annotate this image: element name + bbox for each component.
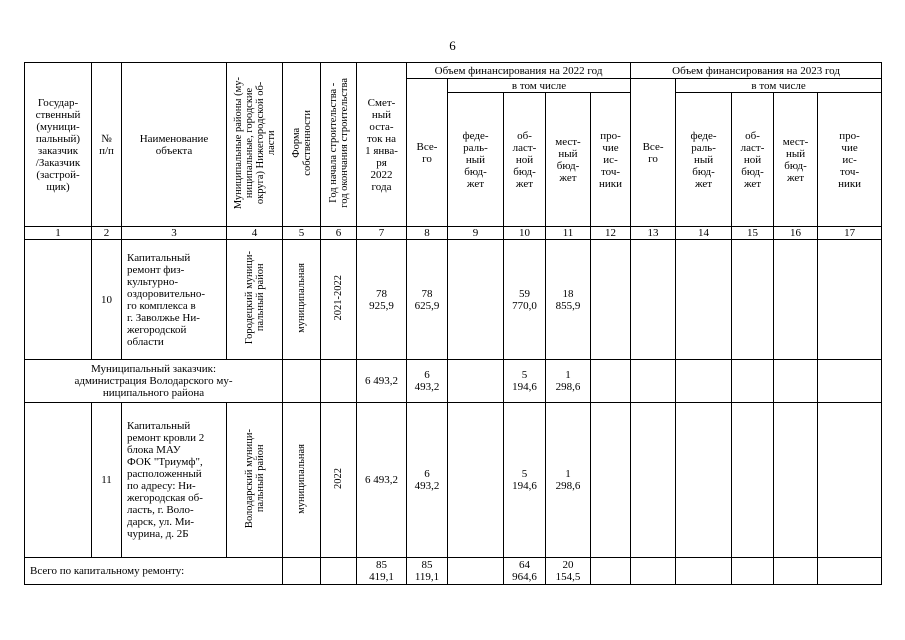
header-including-2022: в том числе (448, 79, 631, 93)
column-number: 17 (818, 227, 882, 240)
estimate-balance: 85 419,1 (357, 558, 407, 585)
column-number: 15 (732, 227, 774, 240)
other-2023 (818, 403, 882, 558)
header-districts-cell (227, 63, 283, 227)
regional-2023 (732, 360, 774, 403)
ownership-type: муниципальная (296, 263, 307, 333)
regional-2022: 64 964,6 (504, 558, 546, 585)
federal-2022 (448, 403, 504, 558)
header-regional-2023: об- ласт- ной бюд- жет (732, 93, 774, 227)
header-including-2023: в том числе (676, 79, 882, 93)
column-number: 10 (504, 227, 546, 240)
header-estimate-balance: Смет- ный оста- ток на 1 янва- ря 2022 года (357, 63, 407, 227)
local-2022: 1 298,6 (546, 403, 591, 558)
federal-2022 (448, 240, 504, 360)
local-2022: 20 154,5 (546, 558, 591, 585)
object-name: Капитальный ремонт физ- культурно- оздоровительно- го комплекса в г. Заволжье Ни- жегородской области (122, 240, 227, 360)
ownership-cell (283, 403, 321, 558)
total-capital-repair-label: Всего по капитальному ремонту: (25, 558, 283, 585)
federal-2023 (676, 360, 732, 403)
header-regional-2022: об- ласт- ной бюд- жет (504, 93, 546, 227)
other-2022 (591, 403, 631, 558)
header-customer: Государ- ственный (муници- пальный) заказчик /Заказчик (застрой- щик) (25, 63, 92, 227)
total-2022: 85 119,1 (407, 558, 448, 585)
ownership-cell (283, 558, 321, 585)
header-object-name: Наименование объекта (122, 63, 227, 227)
construction-years: 2022 (333, 468, 344, 489)
column-number: 9 (448, 227, 504, 240)
district-name: Володарский муници- пальный район (243, 428, 266, 529)
header-number: № п/п (92, 63, 122, 227)
total-2022: 78 625,9 (407, 240, 448, 360)
local-2023 (774, 360, 818, 403)
years-cell (321, 558, 357, 585)
header-years: Год начала строительства - год окончания строительства (327, 78, 350, 208)
federal-2022 (448, 360, 504, 403)
header-ownership-cell (283, 63, 321, 227)
column-number: 11 (546, 227, 591, 240)
header-federal-2023: феде- раль- ный бюд- жет (676, 93, 732, 227)
column-number: 12 (591, 227, 631, 240)
district-name: Городецкий муници- пальный район (243, 251, 266, 345)
table-row (25, 240, 882, 360)
other-2023 (818, 240, 882, 360)
column-number: 4 (227, 227, 283, 240)
header-total-2023: Все- го (631, 79, 676, 227)
header-local-2023: мест- ный бюд- жет (774, 93, 818, 227)
ownership-type: муниципальная (296, 443, 307, 514)
column-number: 2 (92, 227, 122, 240)
ownership-cell (283, 360, 321, 403)
years-cell (321, 403, 357, 558)
estimate-balance: 6 493,2 (357, 360, 407, 403)
federal-2023 (676, 240, 732, 360)
header-other-2023: про- чие ис- точ- ники (818, 93, 882, 227)
column-number-row (25, 227, 882, 240)
other-2022 (591, 240, 631, 360)
column-number: 1 (25, 227, 92, 240)
federal-2023 (676, 403, 732, 558)
header-total-2022: Все- го (407, 79, 448, 227)
total-2023 (631, 360, 676, 403)
local-2022: 1 298,6 (546, 360, 591, 403)
other-2022 (591, 558, 631, 585)
other-2023 (818, 558, 882, 585)
column-number: 3 (122, 227, 227, 240)
total-2023 (631, 240, 676, 360)
years-cell (321, 240, 357, 360)
total-2022: 6 493,2 (407, 360, 448, 403)
header-fin-2023: Объем финансирования на 2023 год (631, 63, 882, 79)
federal-2023 (676, 558, 732, 585)
object-name: Капитальный ремонт кровли 2 блока МАУ ФОК "Триумф", расположенный по адресу: Ни- жегородская об- ласть, г. Воло- дарск, ул. Ми- чурина, д. 2Б (122, 403, 227, 558)
header-federal-2022: феде- раль- ный бюд- жет (448, 93, 504, 227)
regional-2022: 5 194,6 (504, 403, 546, 558)
column-number: 16 (774, 227, 818, 240)
federal-2022 (448, 558, 504, 585)
estimate-balance: 78 925,9 (357, 240, 407, 360)
total-2023 (631, 558, 676, 585)
column-number: 8 (407, 227, 448, 240)
row-number: 11 (92, 403, 122, 558)
table-row (25, 558, 882, 585)
column-number: 14 (676, 227, 732, 240)
total-2022: 6 493,2 (407, 403, 448, 558)
header-ownership: Форма собственности (290, 110, 313, 176)
district-cell (227, 240, 283, 360)
header-local-2022: мест- ный бюд- жет (546, 93, 591, 227)
page-number: 6 (449, 38, 456, 53)
estimate-balance: 6 493,2 (357, 403, 407, 558)
column-number: 6 (321, 227, 357, 240)
regional-2023 (732, 558, 774, 585)
column-number: 13 (631, 227, 676, 240)
header-districts: Муниципальные районы (му- ниципальные, городские округа) Нижегородской об- ласти (232, 76, 277, 210)
capital-repair-table (24, 62, 882, 585)
local-2022: 18 855,9 (546, 240, 591, 360)
regional-2023 (732, 240, 774, 360)
regional-2022: 59 770,0 (504, 240, 546, 360)
total-2023 (631, 403, 676, 558)
local-2023 (774, 558, 818, 585)
column-number: 7 (357, 227, 407, 240)
regional-2022: 5 194,6 (504, 360, 546, 403)
row-number: 10 (92, 240, 122, 360)
header-other-2022: про- чие ис- точ- ники (591, 93, 631, 227)
other-2023 (818, 360, 882, 403)
table-row (25, 403, 882, 558)
header-years-cell (321, 63, 357, 227)
table-row (25, 360, 882, 403)
regional-2023 (732, 403, 774, 558)
column-number: 5 (283, 227, 321, 240)
customer-cell (25, 403, 92, 558)
ownership-cell (283, 240, 321, 360)
customer-cell (25, 240, 92, 360)
header-fin-2022: Объем финансирования на 2022 год (407, 63, 631, 79)
municipal-customer-label: Муниципальный заказчик: администрация Володарского му- ниципального района (25, 360, 283, 403)
local-2023 (774, 403, 818, 558)
years-cell (321, 360, 357, 403)
local-2023 (774, 240, 818, 360)
other-2022 (591, 360, 631, 403)
construction-years: 2021-2022 (333, 275, 344, 321)
district-cell (227, 403, 283, 558)
